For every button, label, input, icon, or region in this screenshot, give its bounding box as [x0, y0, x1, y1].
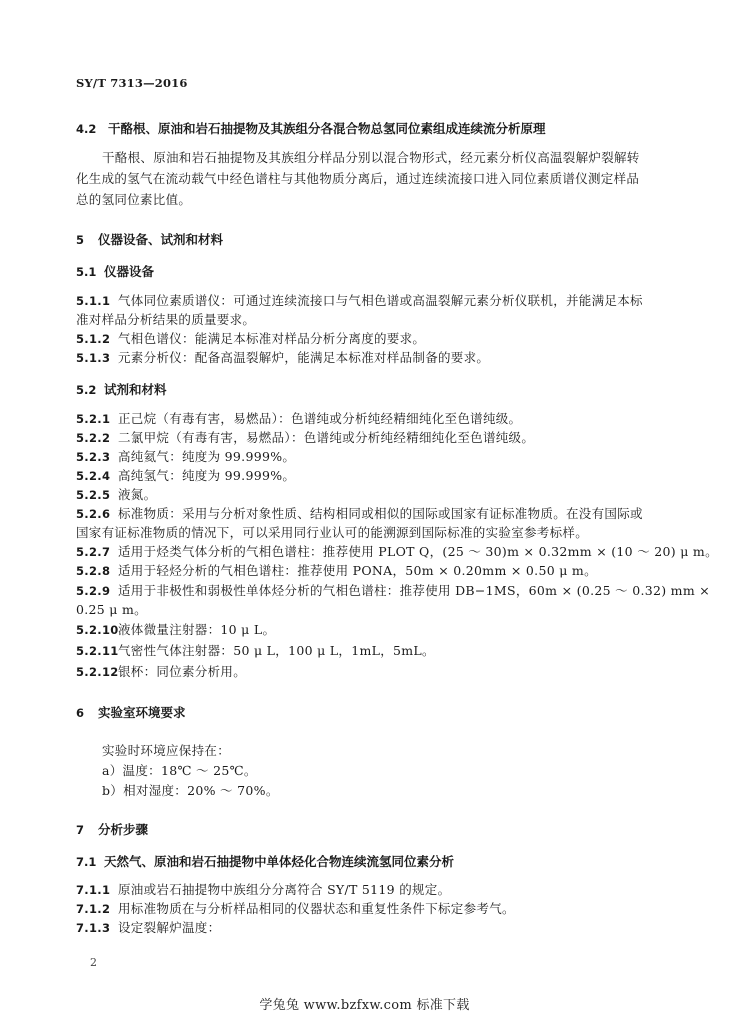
clause-text: 高纯氢气：纯度为 99.999%。	[118, 468, 296, 483]
clause-5-2-8	[76, 561, 597, 579]
clause-text: 适用于非极性和弱极性单体烃分析的气相色谱柱：推荐使用 DB−1MS，60m × (0.25 ～ 0.32) mm ×	[118, 583, 711, 598]
page-number: 2	[90, 956, 97, 969]
clause-5-1-3	[76, 348, 489, 366]
paragraph-line: 化生成的氢气在流动载气中经色谱柱与其他物质分离后，通过连续流接口进入同位素质谱仪测定样品	[76, 171, 640, 186]
clause-text: 气密性气体注射器：50 μ L，100 μ L，1mL，5mL。	[118, 643, 435, 658]
clause-number: 7.1.1	[76, 883, 111, 897]
section-number: 6	[76, 706, 85, 720]
section-4-2-heading	[76, 119, 546, 137]
clause-5-2-4	[76, 466, 295, 484]
footer-watermark: 学兔兔 www.bzfxw.com 标准下载	[259, 998, 470, 1013]
paragraph-line: 干酪根、原油和岩石抽提物及其族组分样品分别以混合物形式，经元素分析仪高温裂解炉裂解转	[102, 150, 640, 165]
clause-5-2-2	[76, 428, 534, 446]
section-title: 实验室环境要求	[98, 705, 186, 720]
clause-number: 7.1.2	[76, 902, 111, 916]
standard-number: SY/T 7313—2016	[76, 76, 188, 90]
clause-text: 气相色谱仪：能满足本标准对样品分析分离度的要求。	[118, 331, 426, 346]
section-title: 天然气、原油和岩石抽提物中单体烃化合物连续流氢同位素分析	[104, 854, 455, 869]
clause-continuation: 准对样品分析结果的质量要求。	[76, 312, 256, 327]
clause-number: 5.2.2	[76, 431, 111, 445]
section-7-heading	[76, 820, 148, 838]
section-title: 仪器设备、试剂和材料	[98, 232, 224, 247]
clause-continuation: 国家有证标准物质的情况下，可以采用同行业认可的能溯源到国际标准的实验室参考标样。	[76, 525, 589, 540]
clause-5-2-1	[76, 409, 521, 427]
section-5-heading	[76, 230, 223, 248]
clause-number: 5.2.4	[76, 469, 111, 483]
clause-5-2-5	[76, 485, 156, 503]
clause-number: 5.2.9	[76, 584, 111, 598]
clause-text: 适用于烃类气体分析的气相色谱柱：推荐使用 PLOT Q，(25 ～ 30)m × 0.32mm × (10 ～ 20) μ m。	[118, 544, 718, 559]
section-number: 4.2	[76, 122, 97, 136]
clause-text: 适用于轻烃分析的气相色谱柱：推荐使用 PONA，50m × 0.20mm × 0.50 μ m。	[118, 563, 597, 578]
clause-number: 5.2.1	[76, 412, 111, 426]
section-title: 分析步骤	[98, 822, 149, 837]
clause-5-1-2	[76, 329, 425, 347]
clause-text: 二氯甲烷（有毒有害，易燃品）：色谱纯或分析纯经精细纯化至色谱纯级。	[118, 430, 535, 445]
clause-continuation: 0.25 μ m。	[76, 602, 147, 617]
clause-text: 气体同位素质谱仪：可通过连续流接口与气相色谱或高温裂解元素分析仪联机，并能满足本标	[118, 293, 643, 308]
clause-text: 液氮。	[118, 487, 157, 502]
clause-7-1-3	[76, 918, 220, 936]
list-item: a）温度：18℃ ～ 25℃。	[102, 763, 257, 778]
clause-text: 正己烷（有毒有害，易燃品）：色谱纯或分析纯经精细纯化至色谱纯级。	[118, 411, 522, 426]
clause-text: 液体微量注射器：10 μ L。	[118, 622, 276, 637]
clause-number: 7.1.3	[76, 921, 111, 935]
clause-text: 元素分析仪：配备高温裂解炉，能满足本标准对样品制备的要求。	[118, 350, 490, 365]
clause-number: 5.2.8	[76, 564, 111, 578]
clause-5-1-1	[76, 291, 643, 309]
clause-7-1-1	[76, 880, 450, 898]
clause-number: 5.2.12	[76, 665, 119, 679]
clause-text: 原油或岩石抽提物中族组分分离符合 SY/T 5119 的规定。	[118, 882, 451, 897]
clause-number: 5.1.1	[76, 294, 111, 308]
section-title: 干酪根、原油和岩石抽提物及其族组分各混合物总氢同位素组成连续流分析原理	[108, 121, 546, 136]
clause-number: 5.2.10	[76, 623, 119, 637]
clause-number: 5.2.7	[76, 545, 111, 559]
section-5-2-heading	[76, 380, 167, 398]
clause-5-2-10	[76, 620, 275, 638]
clause-text: 标准物质：采用与分析对象性质、结构相同或相似的国际或国家有证标准物质。在没有国际或	[118, 506, 643, 521]
section-number: 7	[76, 823, 85, 837]
clause-text: 设定裂解炉温度：	[118, 920, 221, 935]
list-item: b）相对湿度：20% ～ 70%。	[102, 783, 279, 798]
clause-5-2-3	[76, 447, 295, 465]
section-6-heading	[76, 703, 186, 721]
clause-number: 5.2.5	[76, 488, 111, 502]
clause-text: 银杯：同位素分析用。	[118, 664, 247, 679]
clause-text: 用标准物质在与分析样品相同的仪器状态和重复性条件下标定参考气。	[118, 901, 515, 916]
clause-5-2-6	[76, 504, 643, 522]
clause-5-2-12	[76, 662, 246, 680]
clause-7-1-2	[76, 899, 515, 917]
section-number: 5.1	[76, 265, 97, 279]
section-number: 5	[76, 233, 85, 247]
clause-number: 5.2.11	[76, 644, 119, 658]
section-number: 7.1	[76, 855, 97, 869]
section-number: 5.2	[76, 383, 97, 397]
clause-number: 5.2.6	[76, 507, 111, 521]
clause-5-2-11	[76, 641, 435, 659]
clause-5-2-9	[76, 581, 710, 599]
paragraph-line: 实验时环境应保持在：	[102, 743, 231, 758]
clause-5-2-7	[76, 542, 718, 560]
section-title: 仪器设备	[104, 264, 155, 279]
clause-number: 5.1.2	[76, 332, 111, 346]
clause-text: 高纯氦气：纯度为 99.999%。	[118, 449, 296, 464]
section-title: 试剂和材料	[104, 382, 167, 397]
clause-number: 5.1.3	[76, 351, 111, 365]
section-5-1-heading	[76, 262, 154, 280]
clause-number: 5.2.3	[76, 450, 111, 464]
section-7-1-heading	[76, 852, 454, 870]
paragraph-line: 总的氢同位素比值。	[76, 192, 192, 207]
